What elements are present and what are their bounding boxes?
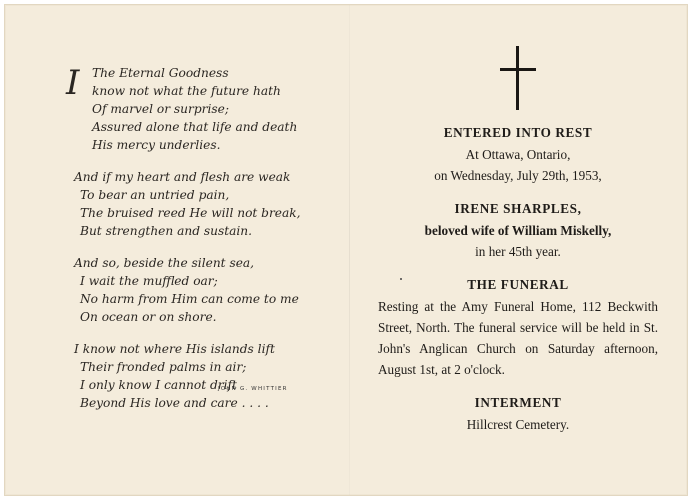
stanza-1 xyxy=(66,64,306,154)
poem-line: Their fronded palms in air; xyxy=(80,360,247,374)
death-date: on Wednesday, July 29th, 1953, xyxy=(434,168,602,183)
poem-panel xyxy=(66,64,306,426)
poem-line: I know not where His islands lift xyxy=(74,342,275,356)
poem-line: On ocean or on shore. xyxy=(80,310,217,324)
poem-line: But strengthen and sustain. xyxy=(80,224,253,238)
age-line: in her 45th year. xyxy=(475,244,561,259)
cross-icon xyxy=(498,44,538,114)
stanza-2 xyxy=(66,168,306,240)
poem-line: The bruised reed He will not break, xyxy=(80,206,301,220)
death-place: At Ottawa, Ontario, xyxy=(465,147,571,162)
entered-into-rest-heading: ENTERED INTO REST xyxy=(443,125,593,140)
poem-line: And if my heart and flesh are weak xyxy=(74,170,291,184)
poem-line: Beyond His love and care . . . . xyxy=(80,396,269,410)
poem-line: I only know I cannot drift xyxy=(80,378,237,392)
poem-line: know not what the future hath xyxy=(92,84,281,98)
poem-title: The Eternal Goodness xyxy=(92,66,229,80)
poem-line: Assured alone that life and death xyxy=(92,120,298,134)
poem-line: To bear an untried pain, xyxy=(80,188,230,202)
cemetery-name: Hillcrest Cemetery. xyxy=(466,417,570,432)
poem-line: And so, beside the silent sea, xyxy=(74,256,255,270)
stanza-4 xyxy=(66,340,306,412)
center-fold xyxy=(349,5,350,495)
relation-line: beloved wife of William Miskelly, xyxy=(424,223,612,238)
funeral-heading: THE FUNERAL xyxy=(467,277,569,292)
stanza-3 xyxy=(66,254,306,326)
poem-line: His mercy underlies. xyxy=(92,138,221,152)
interment-heading: INTERMENT xyxy=(474,395,562,410)
drop-cap: I xyxy=(66,63,80,103)
poem-line: I wait the muffled oar; xyxy=(80,274,218,288)
funeral-details: Resting at the Amy Funeral Home, 112 Beckwith Street, North. The funeral service will be held in St. John's Anglican Church on Saturday afternoon, August 1st, at 2 o'clock. xyxy=(378,299,658,377)
poem-line: No harm from Him can come to me xyxy=(80,292,299,306)
poem-attribution: JOHN G. WHITTIER xyxy=(218,386,288,392)
notice-panel xyxy=(376,44,660,435)
deceased-name: IRENE SHARPLES, xyxy=(454,201,582,216)
poem-line: Of marvel or surprise; xyxy=(92,102,229,116)
